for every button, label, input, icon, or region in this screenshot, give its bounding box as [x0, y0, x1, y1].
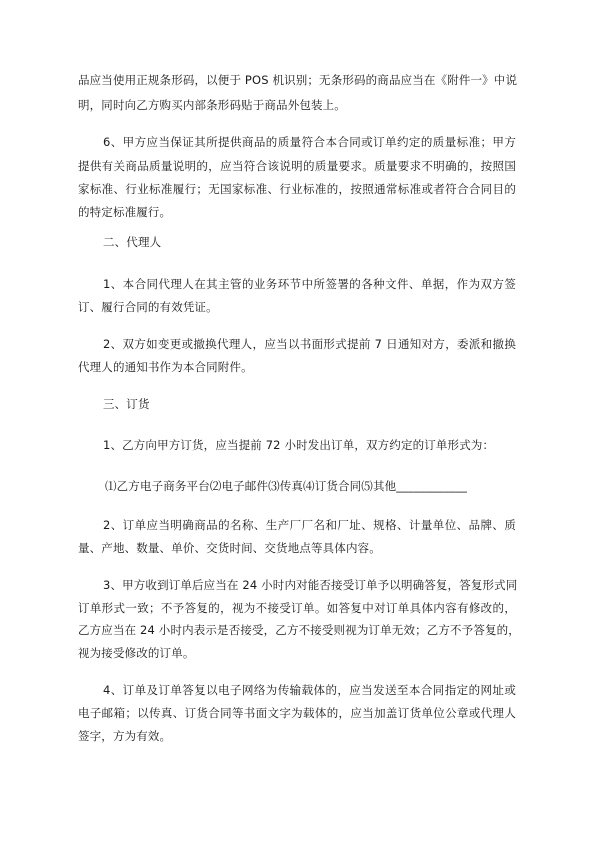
section-3-heading: 三、订货 [103, 397, 150, 411]
paragraph-6-line-2: 提供有关商品质量说明的，应当符合该说明的质量要求。质量要求不明确的，按照国 [78, 159, 516, 173]
section-2-item-1-line-2: 订、履行合同的有效凭证。 [78, 300, 218, 314]
section-2-item-2-line-2: 代理人的通知书作为本合同附件。 [78, 360, 253, 374]
paragraph-5-line-2: 明，同时向乙方购买内部条形码贴于商品外包装上。 [78, 98, 346, 112]
paragraph-6-line-3: 家标准、行业标准履行；无国家标准、行业标准的，按照通常标准或者符合合同目的 [78, 182, 516, 196]
section-3-item-4-line-2: 电子邮箱；以传真、订货合同等书面文字为载体的，应当加盖订货单位公章或代理人 [78, 706, 516, 720]
section-3-item-3-line-4: 视为接受修改的订单。 [78, 646, 195, 660]
paragraph-6-line-1: 6、甲方应当保证其所提供商品的质量符合本合同或订单约定的质量标准；甲方 [103, 135, 516, 149]
order-form-options: ⑴乙方电子商务平台⑵电子邮件⑶传真⑷订货合同⑸其他____________ [105, 479, 468, 493]
section-3-item-3-line-2: 订单形式一致；不予答复的，视为不接受订单。如答复中对订单具体内容有修改的， [78, 601, 516, 615]
paragraph-6-line-4: 的特定标准履行。 [78, 205, 172, 219]
section-3-item-4-line-3: 签字，方为有效。 [78, 729, 172, 743]
section-3-item-2-line-2: 量、产地、数量、单价、交货时间、交货地点等具体内容。 [78, 541, 381, 555]
section-2-item-2-line-1: 2、双方如变更或撤换代理人，应当以书面形式提前 7 日通知对方，委派和撤换 [103, 337, 516, 351]
section-3-item-4-line-1: 4、订单及订单答复以电子网络为传输载体的，应当发送至本合同指定的网址或 [103, 683, 516, 697]
section-3-item-1-line-1: 1、乙方向甲方订货，应当提前 72 小时发出订单，双方约定的订单形式为： [103, 438, 495, 452]
section-3-item-3-line-3: 乙方应当在 24 小时内表示是否接受，乙方不接受则视为订单无效；乙方不予答复的， [78, 623, 520, 637]
section-2-item-1-line-1: 1、本合同代理人在其主管的业务环节中所签署的各种文件、单据，作为双方签 [103, 277, 516, 291]
paragraph-5-line-1: 品应当使用正规条形码，以便于 POS 机识别；无条形码的商品应当在《附件一》中说 [78, 73, 518, 87]
section-3-item-2-line-1: 2、订单应当明确商品的名称、生产厂厂名和厂址、规格、计量单位、品牌、质 [103, 518, 516, 532]
section-2-heading: 二、代理人 [103, 235, 162, 249]
section-3-item-3-line-1: 3、甲方收到订单后应当在 24 小时内对能否接受订单予以明确答复，答复形式同 [103, 578, 518, 592]
